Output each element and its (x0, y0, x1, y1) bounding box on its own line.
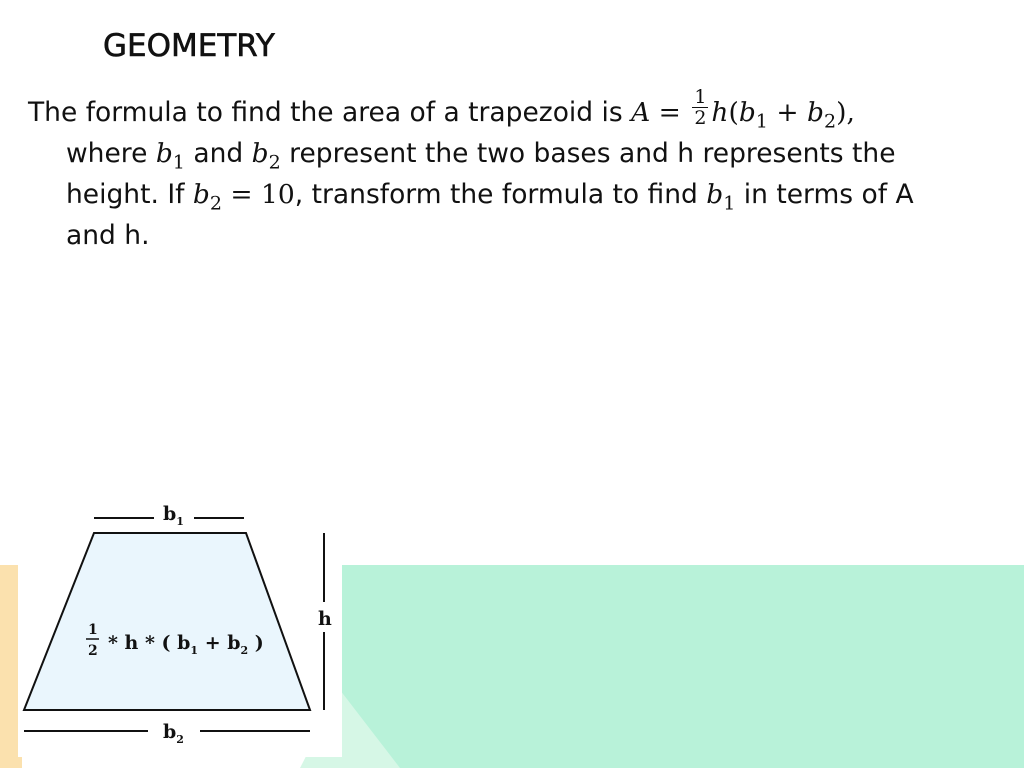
formula-subscript: 2 (823, 110, 837, 133)
formula-paren: ( (728, 97, 739, 128)
mint-accent-band (342, 565, 1024, 768)
formula-subscript: 1 (755, 110, 768, 133)
base-symbol: b (251, 138, 269, 169)
formula-base-symbol: b (738, 97, 756, 128)
b1-label: $b_1$ (163, 503, 184, 528)
problem-text: height. If (66, 179, 193, 210)
trapezoid-figure (18, 498, 342, 757)
problem-line-3 (28, 174, 993, 215)
trapezoid-shape (24, 533, 310, 710)
figure-fraction-numerator: 1 (88, 622, 98, 638)
formula-equals: = (650, 97, 690, 128)
problem-text: in terms of A (735, 179, 914, 210)
figure-area-formula: * h * ( $b_1 + b_2$ ) (108, 632, 264, 657)
problem-text: and h. (66, 220, 150, 251)
b2-label: $b_2$ (163, 721, 184, 746)
fraction-numerator: 1 (694, 86, 707, 108)
base-symbol: b (192, 179, 210, 210)
problem-line-1 (28, 86, 993, 133)
formula-paren: ), (836, 97, 855, 128)
h-label: h (318, 608, 332, 630)
problem-statement (28, 86, 993, 256)
problem-text: where (66, 138, 156, 169)
formula-base-symbol: b (807, 97, 824, 128)
formula-plus: + (767, 97, 807, 128)
problem-text: and (184, 138, 252, 169)
problem-line-2 (28, 133, 993, 174)
problem-line-4 (28, 215, 993, 256)
subscript: 1 (172, 151, 185, 174)
problem-text: The formula to find the area of a trapezoid is (28, 97, 632, 128)
subscript: 2 (268, 151, 281, 174)
formula-height-symbol: h (711, 97, 729, 128)
problem-text: , transform the formula to find (294, 179, 707, 210)
subscript: 2 (209, 192, 222, 215)
base-symbol: b (706, 179, 724, 210)
problem-text: represent the two bases and h represents the (280, 138, 896, 169)
formula-fraction (692, 87, 708, 128)
fraction-denominator: 2 (694, 107, 707, 129)
figure-fraction-denominator: 2 (88, 643, 98, 659)
formula-area-symbol: A (631, 97, 651, 128)
equation-value: = 10 (222, 179, 295, 210)
trapezoid-diagram (18, 498, 342, 757)
subscript: 1 (723, 192, 736, 215)
base-symbol: b (155, 138, 173, 169)
slide-title: GEOMETRY (103, 28, 275, 64)
